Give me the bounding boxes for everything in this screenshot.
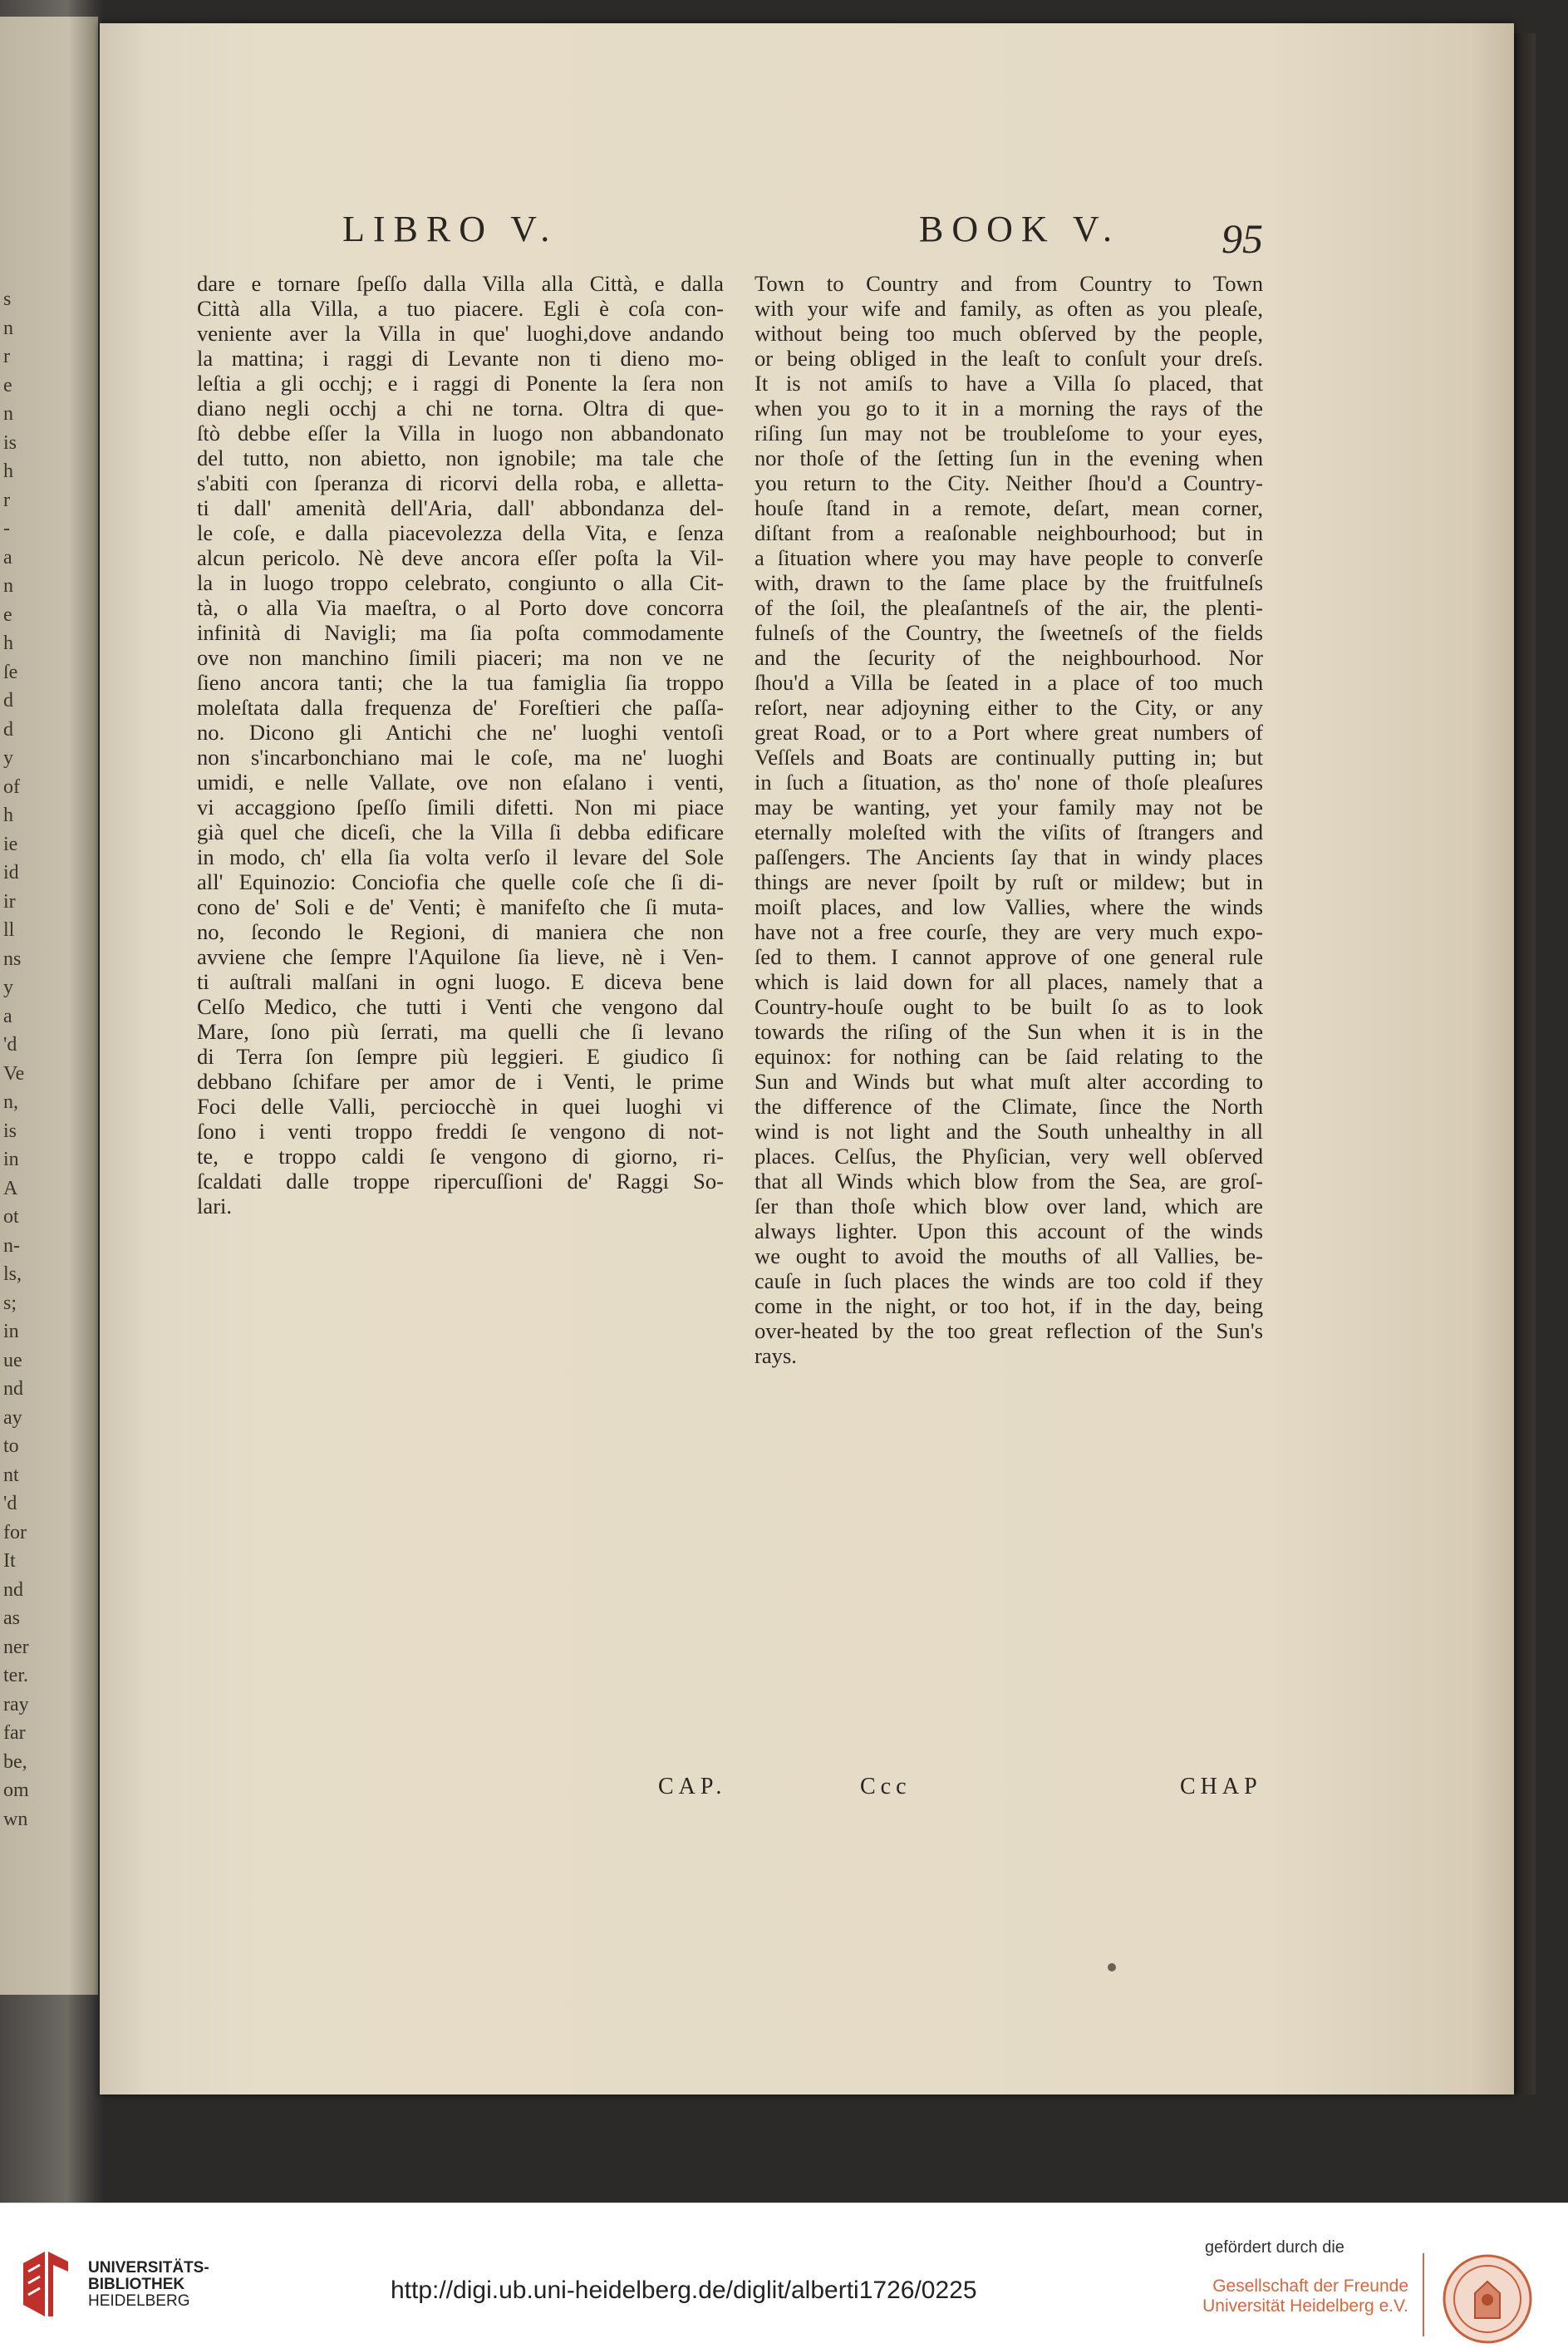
previous-page-fragment: A <box>3 1177 18 1199</box>
previous-page-fragment: r <box>3 346 10 367</box>
text-line: dare e tornare ſpeſſo dalla Villa alla Città, e dalla <box>197 271 724 296</box>
text-line: or being obliged in the leaſt to conſult your dreſs. <box>755 346 1263 371</box>
previous-page-fragment: is <box>3 431 17 454</box>
previous-page-fragment: ls, <box>3 1263 22 1285</box>
previous-page-fragment: s <box>3 288 12 310</box>
university-library-name <box>88 2260 209 2310</box>
society-line: Universität Heidelberg e.V. <box>1202 2296 1408 2316</box>
text-line: which is laid down for all places, namely that a <box>755 969 1263 994</box>
previous-page-fragment: e <box>3 374 12 396</box>
text-line: diano negli occhj a chi ne torna. Oltra di que- <box>197 396 724 421</box>
text-line: of the ſoil, the pleaſantneſs of the air, the plenti- <box>755 595 1263 620</box>
text-line: paſſengers. The Ancients ſay that in windy places <box>755 844 1263 869</box>
previous-page-fragment: of <box>3 775 20 798</box>
previous-page-fragment: d <box>3 690 13 711</box>
text-line: houſe ſtand in a remote, deſart, mean corner, <box>755 495 1263 520</box>
text-line: when you go to it in a morning the rays of the <box>755 396 1263 421</box>
text-line: nor thoſe of the ſetting ſun in the evening when <box>755 445 1263 470</box>
previous-page-fragment: n- <box>3 1234 20 1257</box>
previous-page-fragment: 'd <box>3 1034 17 1056</box>
text-line: del tutto, non abietto, non ignobile; ma tale che <box>197 445 724 470</box>
text-line: ſono i venti troppo freddi ſe vengono di not- <box>197 1119 724 1144</box>
text-line: di Terra ſon ſempre più leggieri. E giudico ſi <box>197 1044 724 1069</box>
text-line: ſieno ancora tanti; che la tua famiglia ſia troppo <box>197 670 724 695</box>
previous-page-fragment: a <box>3 546 12 569</box>
text-line: the difference of the Climate, ſince the North <box>755 1094 1263 1119</box>
society-name <box>1201 2277 1408 2316</box>
previous-page-fragment: It <box>3 1550 16 1572</box>
previous-page-fragment: for <box>3 1521 27 1543</box>
text-line: Città alla Villa, a tuo piacere. Egli è coſa con- <box>197 296 724 321</box>
text-line: la mattina; i raggi di Levante non ti dieno mo- <box>197 346 724 371</box>
text-line: ſcaldati dalle troppe ripercuſſioni de' Raggi So- <box>197 1169 724 1194</box>
previous-page-fragment: n <box>3 575 13 597</box>
previous-page-fragment: wn <box>3 1808 28 1830</box>
text-line: over-heated by the too great reflection of the Sun's <box>755 1318 1263 1343</box>
text-line: that all Winds which blow from the Sea, are groſ- <box>755 1169 1263 1194</box>
previous-page-fragment: n <box>3 317 13 339</box>
previous-page-fragment: ay <box>3 1406 22 1429</box>
previous-page-fragment: om <box>3 1779 29 1801</box>
running-head-english: BOOK V. <box>919 209 1120 249</box>
previous-page-fragment: far <box>3 1722 26 1744</box>
previous-page-fragment: y <box>3 747 13 769</box>
previous-page-fragment: ie <box>3 833 18 855</box>
previous-page-fragment: ue <box>3 1349 22 1371</box>
previous-page-fragment: nd <box>3 1578 23 1601</box>
previous-page-fragment: be, <box>3 1750 27 1773</box>
text-line: may be wanting, yet your family may not be <box>755 795 1263 820</box>
text-line: infinità di Navigli; ma ſia poſta commodamente <box>197 620 724 645</box>
text-line: lari. <box>197 1194 233 1218</box>
text-line: ſed to them. I cannot approve of one general rule <box>755 944 1263 969</box>
text-line: reſort, near adjoyning either to the City, or any <box>755 695 1263 720</box>
previous-page-fragment: nt <box>3 1464 19 1486</box>
library-line: BIBLIOTHEK <box>88 2276 185 2293</box>
previous-page-fragment: y <box>3 977 13 998</box>
previous-page-fragment: as <box>3 1607 20 1629</box>
text-line: have not a free courſe, they are very much expo- <box>755 919 1263 944</box>
text-line: all' Equinozio: Conciofia che quelle coſe che ſi di- <box>197 869 724 894</box>
text-line: ti auſtrali malſani in ogni luogo. E diceva bene <box>197 969 724 994</box>
previous-page-fragment: ot <box>3 1206 19 1228</box>
text-line: tà, o alla Via maeſtra, o al Porto dove concorra <box>197 595 724 620</box>
running-head-italian: LIBRO V. <box>342 209 558 249</box>
text-line: te, e troppo caldi ſe vengono di giorno, ri- <box>197 1144 724 1169</box>
text-line: rays. <box>755 1343 797 1368</box>
text-line: things are never ſpoilt by ruſt or mildew; but in <box>755 869 1263 894</box>
previous-page-fragment: ir <box>3 890 16 913</box>
catchword-left: CAP. <box>658 1774 727 1799</box>
text-line: avviene che ſempre l'Aquilone ſia lieve, nè i Ven- <box>197 944 724 969</box>
text-line: Foci delle Valli, perciocchè in quei luoghi vi <box>197 1094 724 1119</box>
text-line: ove non manchino ſimili piaceri; ma non ve ne <box>197 645 724 670</box>
text-line: leſtia a gli occhj; e i raggi di Ponente la ſera non <box>197 371 724 396</box>
text-line: no. Dicono gli Antichi che ne' luoghi ventoſi <box>197 720 724 745</box>
text-line: moiſt places, and low Vallies, where the winds <box>755 894 1263 919</box>
society-line: Gesellschaft der Freunde <box>1212 2277 1408 2296</box>
previous-page-fragment: h <box>3 805 13 826</box>
text-line: you return to the City. Neither ſhou'd a Country- <box>755 470 1263 495</box>
previous-page-fragment: id <box>3 862 19 884</box>
previous-page-fragment: h <box>3 460 13 482</box>
text-line: ſtò debbe eſſer la Villa in luogo non abbandonato <box>197 421 724 445</box>
english-text-column <box>755 271 1263 1368</box>
text-line: towards the riſing of the Sun when it is in the <box>755 1019 1263 1044</box>
previous-page-fragment: ray <box>3 1693 29 1715</box>
previous-page-fragment: 'd <box>3 1493 17 1514</box>
text-line: places. Celſus, the Phyſician, very well obſerved <box>755 1144 1263 1169</box>
text-line: Sun and Winds but what muſt alter according to <box>755 1069 1263 1094</box>
text-line: cono de' Soli e de' Venti; è manifeſto che ſi muta- <box>197 894 724 919</box>
text-line: la in luogo troppo celebrato, congiunto o alla Cit- <box>197 570 724 595</box>
text-line: fulneſs of the Country, the ſweetneſs of the fields <box>755 620 1263 645</box>
previous-page-fragment: ner <box>3 1636 29 1658</box>
text-line: with, drawn to the ſame place by the fruitfulneſs <box>755 570 1263 595</box>
page-number: 95 <box>1221 215 1263 262</box>
previous-page-fragment: n <box>3 403 13 425</box>
previous-page-fragment: in <box>3 1149 19 1170</box>
text-line: cauſe in ſuch places the winds are too cold if they <box>755 1268 1263 1293</box>
previous-page-fragment: r <box>3 489 10 511</box>
previous-page-fragment: - <box>3 518 10 539</box>
text-line: Mare, ſono più ſerrati, ma quelli che ſi levano <box>197 1019 724 1044</box>
text-line: equinox: for nothing can be ſaid relating to the <box>755 1044 1263 1069</box>
library-line: UNIVERSITÄTS- <box>88 2259 209 2277</box>
previous-page-fragment: Ve <box>3 1062 25 1085</box>
previous-page-fragment: e <box>3 603 12 626</box>
text-line: Town to Country and from Country to Town <box>755 271 1263 296</box>
text-line: vi accaggiono ſpeſſo ſimili difetti. Non mi piace <box>197 795 724 820</box>
text-line: It is not amiſs to have a Villa ſo placed, that <box>755 371 1263 396</box>
text-line: ti dall' amenità dell'Aria, dall' abbondanza del- <box>197 495 724 520</box>
text-line: always lighter. Upon this account of the winds <box>755 1218 1263 1243</box>
text-line: we ought to avoid the mouths of all Vallies, be- <box>755 1243 1263 1268</box>
previous-page-fragment: d <box>3 718 13 741</box>
previous-page-fragment: ſe <box>3 661 18 683</box>
text-line: no, ſecondo le Regioni, di maniera che non <box>197 919 724 944</box>
digital-library-footer <box>0 2203 1568 2348</box>
previous-page-fragment: s; <box>3 1292 17 1314</box>
university-library-logo-icon <box>17 2247 75 2321</box>
previous-page-fragment: ter. <box>3 1665 28 1686</box>
text-line: wind is not light and the South unhealthy in all <box>755 1119 1263 1144</box>
previous-page-fragment: is <box>3 1120 17 1142</box>
text-line: ſer than thoſe which blow over land, which are <box>755 1194 1263 1218</box>
text-line: alcun pericolo. Nè deve ancora eſſer poſta la Vil- <box>197 545 724 570</box>
university-seal-icon <box>1442 2253 1533 2345</box>
text-line: great Road, or to a Port where great numbers of <box>755 720 1263 745</box>
signature-mark: Ccc <box>860 1774 912 1799</box>
text-line: with your wife and family, as often as you pleaſe, <box>755 296 1263 321</box>
text-line: moleſtata dalla frequenza de' Foreſtieri che paſſa- <box>197 695 724 720</box>
text-line: le coſe, e dalla piacevolezza della Vita, e ſenza <box>197 520 724 545</box>
previous-page-fragment: h <box>3 633 13 654</box>
text-line: Country-houſe ought to be built ſo as to look <box>755 994 1263 1019</box>
previous-page-fragment: n, <box>3 1091 18 1113</box>
catchword-right: CHAP <box>1180 1774 1262 1799</box>
funded-by-label: gefördert durch die <box>1205 2238 1344 2257</box>
previous-page-fragment: nd <box>3 1378 23 1400</box>
text-line: già quel che diceſi, che la Villa ſi debba edificare <box>197 820 724 844</box>
text-line: come in the night, or too hot, if in the day, being <box>755 1293 1263 1318</box>
previous-page-fragment: in <box>3 1321 19 1342</box>
previous-page-fragment: ns <box>3 948 22 970</box>
text-line: in modo, ch' ella ſia volta verſo il levare del Sole <box>197 844 724 869</box>
text-line: umidi, e nelle Vallate, ove non eſalano i venti, <box>197 770 724 795</box>
text-line: Celſo Medico, che tutti i Venti che vengono dal <box>197 994 724 1019</box>
previous-page-fragment: to <box>3 1435 19 1457</box>
text-line: veniente aver la Villa in que' luoghi,dove andando <box>197 321 724 346</box>
text-line: debbano ſchifare per amor de i Venti, le prime <box>197 1069 724 1094</box>
previous-page-fragment: a <box>3 1005 12 1027</box>
text-line: riſing ſun may not be troubleſome to your eyes, <box>755 421 1263 445</box>
page-speck <box>1108 1963 1116 1971</box>
text-line: a ſituation where you may have people to converſe <box>755 545 1263 570</box>
text-line: and the ſecurity of the neighbourhood. Nor <box>755 645 1263 670</box>
library-line: HEIDELBERG <box>88 2292 190 2310</box>
text-line: non s'incarbonchiano mai le coſe, ma ne' luoghi <box>197 745 724 770</box>
previous-page-edge <box>0 17 98 1995</box>
text-line: Veſſels and Boats are continually putting in; but <box>755 745 1263 770</box>
text-line: without being too much obſerved by the people, <box>755 321 1263 346</box>
permalink-url[interactable]: http://digi.ub.uni-heidelberg.de/diglit/alberti1726/0225 <box>391 2277 977 2304</box>
text-line: eternally moleſted with the viſits of ſtrangers and <box>755 820 1263 844</box>
text-line: diſtant from a reaſonable neighbourhood; but in <box>755 520 1263 545</box>
footer-divider <box>1423 2253 1424 2336</box>
italian-text-column <box>197 271 724 1218</box>
text-line: ſhou'd a Villa be ſeated in a place of too much <box>755 670 1263 695</box>
text-line: in ſuch a ſituation, as tho' none of thoſe pleaſures <box>755 770 1263 795</box>
text-line: s'abiti con ſperanza di ricorvi della roba, e alletta- <box>197 470 724 495</box>
previous-page-fragment: ll <box>3 919 15 941</box>
